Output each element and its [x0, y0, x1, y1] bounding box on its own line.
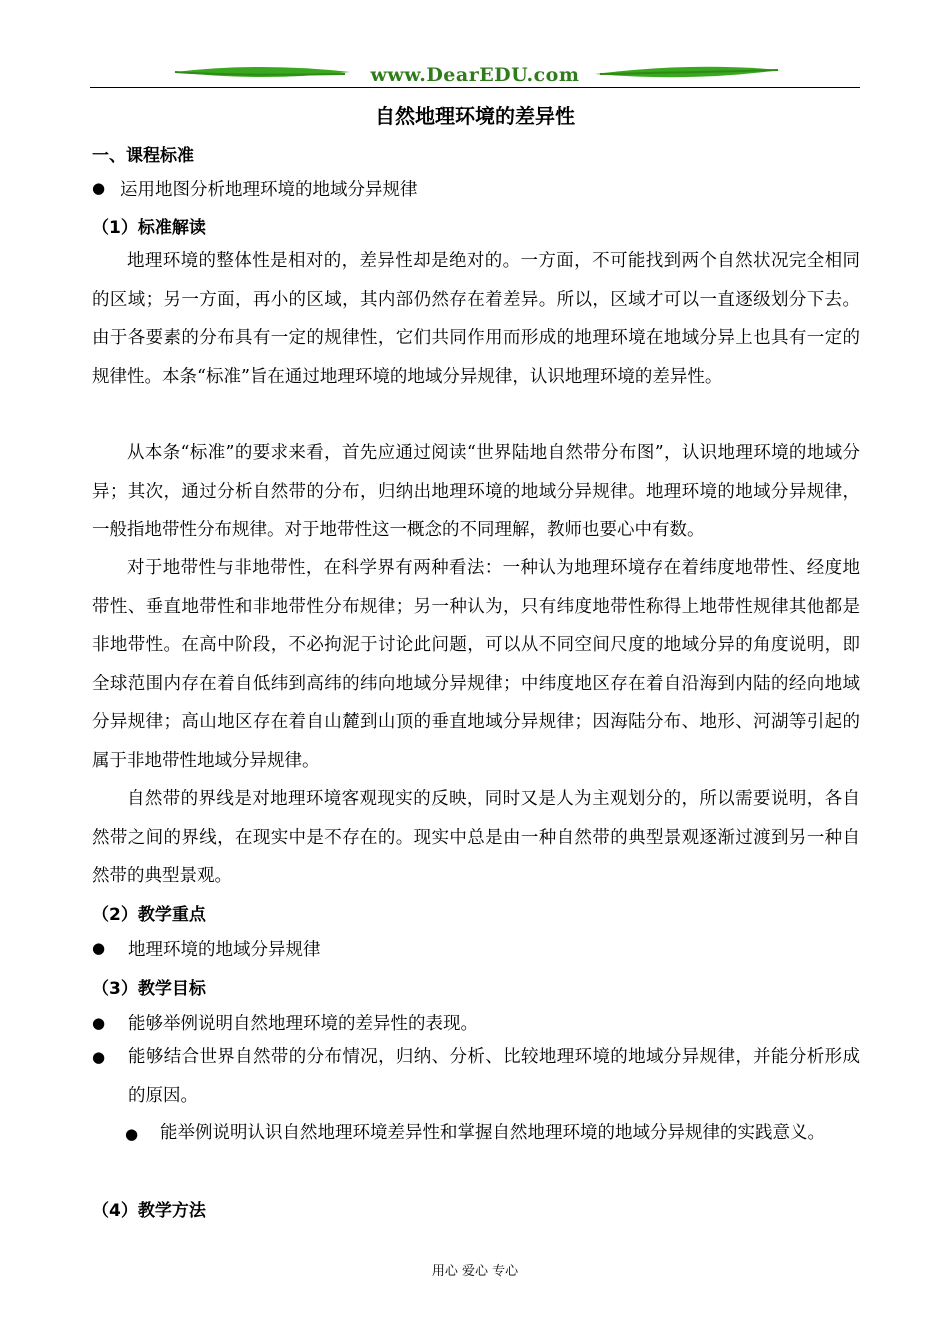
- subheading-teaching-focus: （2）教学重点: [92, 905, 206, 925]
- paragraph-1: 地理环境的整体性是相对的，差异性却是绝对的。一方面，不可能找到两个自然状况完全相同的区域；另一方面，再小的区域，其内部仍然存在着差异。所以，区域才可以一直逐级划分下去。由于各要素的分布具有一定的规律性，它们共同作用而形成的地理环境在地域分异上也具有一定的规律性。本条“标准”旨在通过地理环境的地域分异规律，认识地理环境的差异性。: [92, 251, 860, 387]
- site-logo-text: www.DearEDU.com: [370, 64, 580, 86]
- bullet-icon: ●: [92, 1048, 106, 1066]
- subheading-teaching-methods: （4）教学方法: [92, 1201, 206, 1221]
- bullet-icon: ●: [125, 1125, 139, 1143]
- paragraph-4: 自然带的界线是对地理环境客观现实的反映，同时又是人为主观划分的，所以需要说明，各自然带之间的界线，在现实中是不存在的。现实中总是由一种自然带的典型景观逐渐过渡到另一种自然带的典型景观。: [92, 789, 860, 886]
- subheading-teaching-goals: （3）教学目标: [92, 979, 206, 999]
- page-footer: 用心 爱心 专心: [431, 1264, 519, 1279]
- bullet-icon: ●: [92, 1014, 106, 1032]
- subheading-standard-reading: （1）标准解读: [92, 218, 206, 238]
- standard-bullet-text: 运用地图分析地理环境的地域分异规律: [120, 180, 418, 200]
- paragraph-3: 对于地带性与非地带性，在科学界有两种看法：一种认为地理环境存在着纬度地带性、经度地带性、垂直地带性和非地带性分布规律；另一种认为，只有纬度地带性称得上地带性规律其他都是非地带性。在高中阶段，不必拘泥于讨论此问题，可以从不同空间尺度的地域分异的角度说明，即全球范围内存在着自低纬到高纬的纬向地域分异规律；中纬度地区存在着自沿海到内陆的经向地域分异规律；高山地区存在着自山麓到山顶的垂直地域分异规律；因海陆分布、地形、河湖等引起的属于非地带性地域分异规律。: [92, 558, 860, 771]
- document-title: 自然地理环境的差异性: [375, 104, 575, 128]
- goal-bullet-1: 能够举例说明自然地理环境的差异性的表现。: [128, 1014, 478, 1034]
- goal-bullet-3: 能举例说明认识自然地理环境差异性和掌握自然地理环境的地域分异规律的实践意义。: [160, 1123, 825, 1143]
- paragraph-2: 从本条“标准”的要求来看，首先应通过阅读“世界陆地自然带分布图”，认识地理环境的地域分异；其次，通过分析自然带的分布，归纳出地理环境的地域分异规律。地理环境的地域分异规律，一般指地带性分布规律。对于地带性这一概念的不同理解，教师也要心中有数。: [92, 443, 860, 540]
- site-logo-banner: [90, 60, 860, 90]
- bullet-icon: ●: [92, 939, 106, 957]
- header-divider: [90, 87, 860, 88]
- goal-bullet-2: 能够结合世界自然带的分布情况，归纳、分析、比较地理环境的地域分异规律，并能分析形成的原因。: [128, 1047, 860, 1106]
- section-heading-curriculum: 一、课程标准: [92, 146, 194, 166]
- bullet-icon: ●: [92, 179, 106, 197]
- teaching-focus-bullet: 地理环境的地域分异规律: [128, 940, 321, 960]
